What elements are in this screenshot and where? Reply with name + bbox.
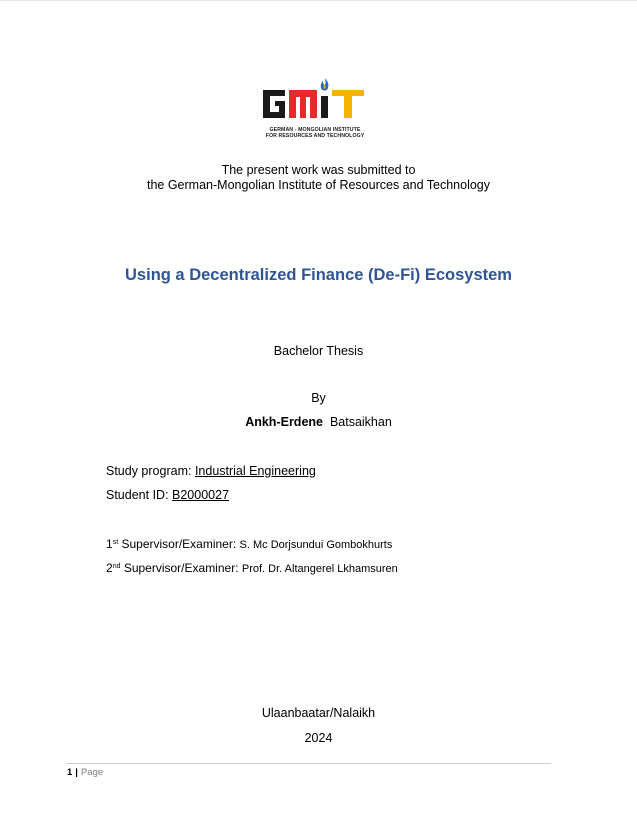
by-label: By bbox=[311, 391, 326, 405]
study-program-label: Study program: bbox=[106, 464, 195, 478]
student-id-label: Student ID: bbox=[106, 488, 173, 502]
page-footer bbox=[67, 767, 103, 778]
logo-caption-line-1: GERMAN - MONGOLIAN INSTITUTE bbox=[269, 127, 361, 133]
thesis-title: Using a Decentralized Finance (De-Fi) Ecosystem bbox=[125, 266, 512, 284]
place: Ulaanbaatar/Nalaikh bbox=[261, 706, 376, 720]
first-supervisor-role: Supervisor/Examiner: bbox=[118, 537, 240, 551]
submission-line-2: the German-Mongolian Institute of Resources and Technology bbox=[146, 178, 491, 192]
second-supervisor-ordinal: 2 bbox=[106, 561, 113, 575]
author-last-name: Batsaikhan bbox=[329, 415, 392, 429]
gmit-logo-mark bbox=[259, 76, 371, 126]
author-first-name: Ankh-Erdene bbox=[245, 415, 323, 429]
thesis-type: Bachelor Thesis bbox=[273, 344, 364, 358]
student-id bbox=[106, 488, 229, 502]
logo-caption bbox=[259, 127, 371, 139]
student-id-value: B2000027 bbox=[172, 488, 230, 502]
second-supervisor-role: Supervisor/Examiner: bbox=[120, 561, 242, 575]
second-supervisor-name: Prof. Dr. Altangerel Lkhamsuren bbox=[241, 563, 398, 575]
submission-line-1: The present work was submitted to bbox=[221, 163, 416, 177]
footer-separator: | bbox=[75, 767, 78, 778]
logo-caption-line-2: FOR RESOURCES AND TECHNOLOGY bbox=[265, 133, 365, 139]
footer-divider bbox=[66, 763, 551, 764]
study-program-value: Industrial Engineering bbox=[194, 464, 316, 478]
first-supervisor-ordinal-suffix: st bbox=[112, 539, 119, 546]
year: 2024 bbox=[304, 731, 333, 745]
second-supervisor-ordinal-suffix: nd bbox=[112, 563, 121, 570]
author-name bbox=[0, 415, 637, 429]
first-supervisor bbox=[106, 537, 392, 551]
page-top-edge bbox=[0, 0, 637, 1]
gmit-logo bbox=[259, 76, 371, 142]
second-supervisor bbox=[106, 561, 398, 575]
footer-page-label: Page bbox=[80, 767, 104, 778]
first-supervisor-ordinal: 1 bbox=[106, 537, 113, 551]
study-program bbox=[106, 464, 316, 478]
first-supervisor-name: S. Mc Dorjsundui Gombokhurts bbox=[239, 539, 393, 551]
footer-page-number: 1 bbox=[67, 767, 73, 778]
